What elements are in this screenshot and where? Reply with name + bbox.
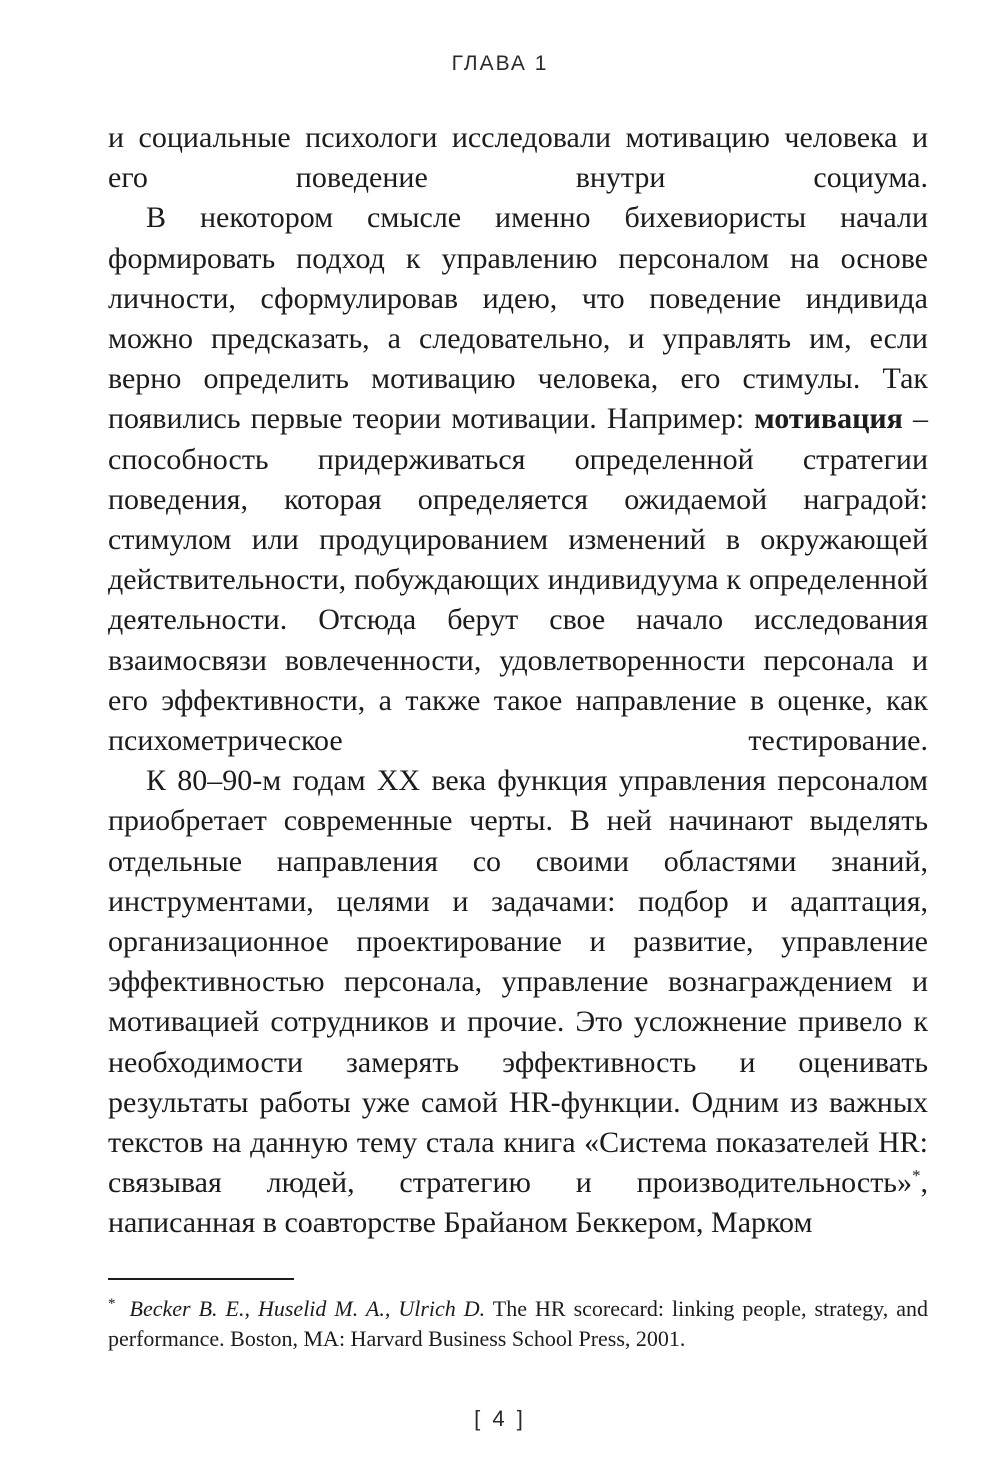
paragraph-3-end: , написанная в соавторстве Брайаном Беккером, Марком	[108, 1166, 928, 1240]
footnote-separator	[108, 1278, 294, 1280]
paragraph-2	[108, 198, 928, 761]
paragraph-1: и социальные психологи исследовали мотивацию человека и его поведение внутри социума.	[108, 121, 928, 195]
paragraph-2-start: В некотором смысле именно бихевиористы начали формировать подход к управлению персоналом на основе личности, сформулировав идею, что поведение индивида можно предсказать, а следовательно, и управлять им, если верно определить мотивацию человека, его стимулы. Так появились первые теории мотивации. Например:	[108, 201, 928, 436]
term-motivation: мотивация	[754, 402, 903, 436]
main-text	[108, 118, 928, 1244]
paragraph-3	[108, 761, 928, 1243]
footnote-citation: The HR scorecard: linking people, strategy, and performance. Boston, MA: Harvard Business School Press, 2001.	[108, 1296, 928, 1351]
paragraph-2-definition: – способность придерживаться определенной стратегии поведения, которая определяется ожидаемой наградой: стимулом или продуцированием изменений в окружающей действительности, побуждающих индивидуума к определенной деятельности. Отсюда берут свое начало исследования взаимосвязи вовлеченности, удовлетворенности персонала и его эффективности, а также такое направление в оценке, как психометрическое тестирование.	[108, 402, 928, 758]
footnote-reference-mark: *	[912, 1166, 921, 1186]
footnote-mark: *	[108, 1295, 116, 1312]
paragraph-3-text: К 80–90-м годам XX века функция управления персоналом приобретает современные черты. В ней начинают выделять отдельные направления со своими областями знаний, инструментами, целями и задачами: подбор и адаптация, организационное проектирование и развитие, управление эффективностью персонала, управление вознаграждением и мотивацией сотрудников и прочие. Это усложнение привело к необходимости замерять эффективность и оценивать результаты работы уже самой HR-функции. Одним из важных текстов на данную тему стала книга «Система показателей HR: связывая людей, стратегию и производительность»	[108, 764, 928, 1200]
footnote-authors: Becker B. E., Huselid M. A., Ulrich D.	[129, 1296, 486, 1321]
footnote	[108, 1294, 928, 1354]
page-number: [ 4 ]	[474, 1406, 526, 1431]
running-head: ГЛАВА 1	[451, 52, 549, 75]
